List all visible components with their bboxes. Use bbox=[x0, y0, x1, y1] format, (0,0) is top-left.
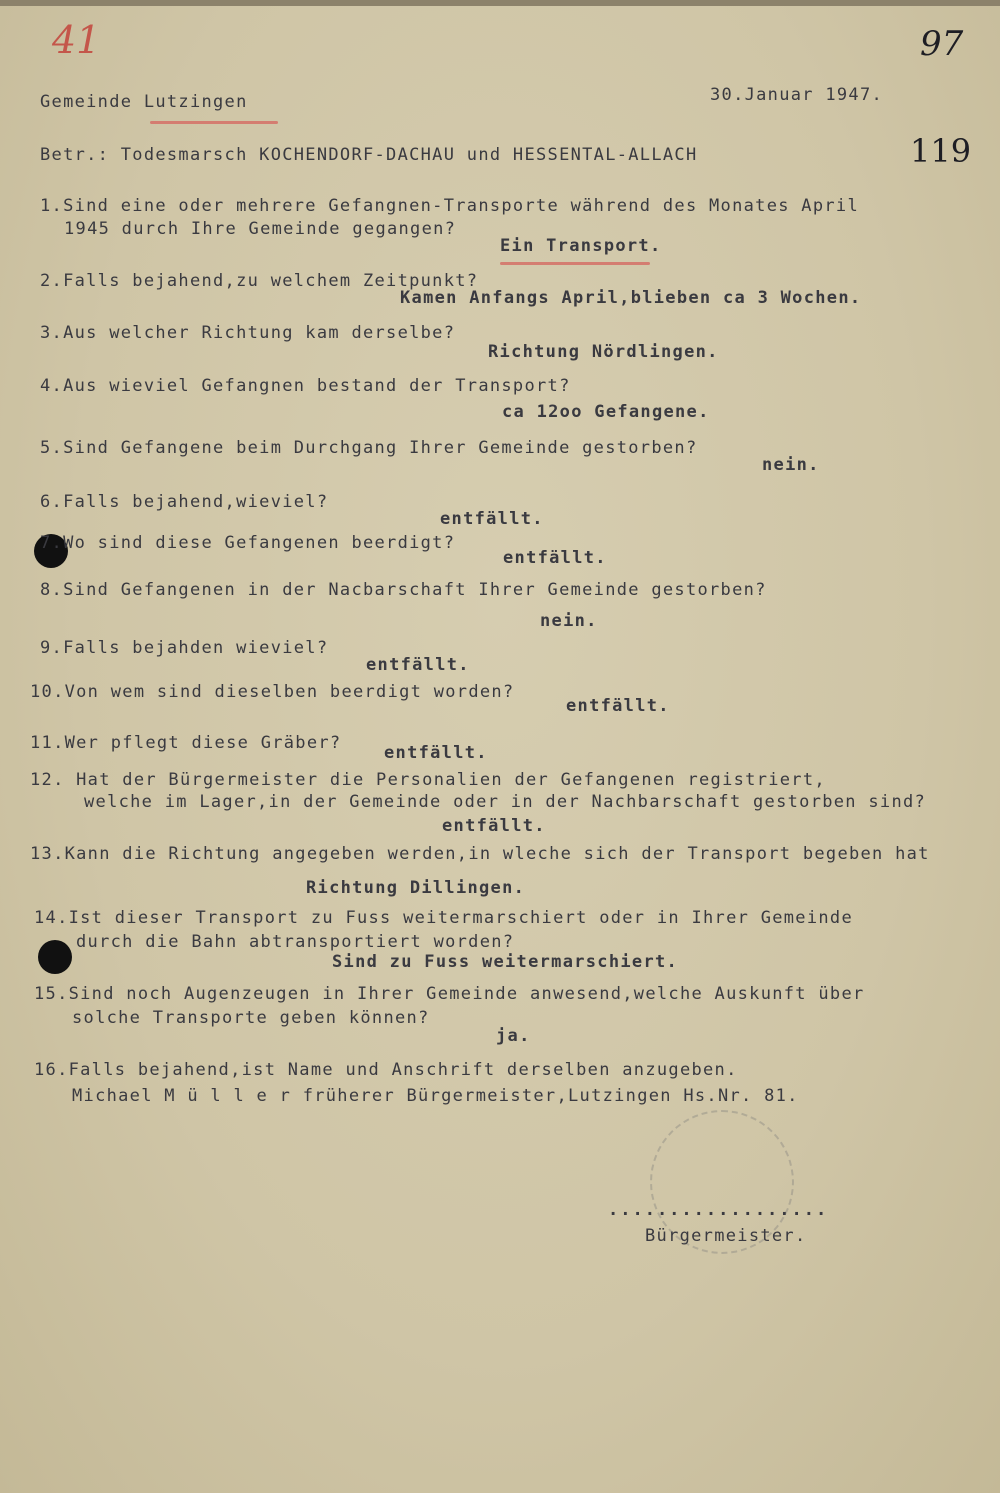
red-archive-number: 41 bbox=[52, 18, 101, 62]
question-3: 3.Aus welcher Richtung kam derselbe? bbox=[40, 323, 456, 343]
answer-3: Richtung Nördlingen. bbox=[488, 342, 719, 362]
question-15-cont: solche Transporte geben können? bbox=[72, 1008, 430, 1028]
question-13: 13.Kann die Richtung angegeben werden,in wleche sich der Transport begeben hat bbox=[30, 844, 930, 864]
question-4: 4.Aus wieviel Gefangnen bestand der Transport? bbox=[40, 376, 571, 396]
answer-4: ca 12oo Gefangene. bbox=[502, 402, 710, 422]
answer-15: ja. bbox=[496, 1026, 531, 1046]
subject-line: Betr.: Todesmarsch KOCHENDORF-DACHAU und HESSENTAL-ALLACH bbox=[40, 145, 698, 165]
signature-dots: .................. bbox=[608, 1200, 829, 1220]
answer-9: entfällt. bbox=[366, 655, 470, 675]
answer-14: Sind zu Fuss weitermarschiert. bbox=[332, 952, 679, 972]
question-5: 5.Sind Gefangene beim Durchgang Ihrer Gemeinde gestorben? bbox=[40, 438, 698, 458]
question-1: 1.Sind eine oder mehrere Gefangnen-Transporte während des Monates April bbox=[40, 196, 859, 216]
answer-6: entfällt. bbox=[440, 509, 544, 529]
question-14: 14.Ist dieser Transport zu Fuss weitermarschiert oder in Ihrer Gemeinde bbox=[34, 908, 853, 928]
question-9: 9.Falls bejahden wieviel? bbox=[40, 638, 329, 658]
letter-date: 30.Januar 1947. bbox=[710, 85, 884, 105]
answer-1: Ein Transport. bbox=[500, 236, 662, 256]
red-underline-answer bbox=[500, 262, 650, 265]
answer-12: entfällt. bbox=[442, 816, 546, 836]
answer-10: entfällt. bbox=[566, 696, 670, 716]
answer-7: entfällt. bbox=[503, 548, 607, 568]
question-10: 10.Von wem sind dieselben beerdigt worden? bbox=[30, 682, 515, 702]
signature-title: Bürgermeister. bbox=[645, 1226, 807, 1246]
answer-13: Richtung Dillingen. bbox=[306, 878, 526, 898]
stamped-number: 119 bbox=[910, 132, 972, 170]
question-7: 7.Wo sind diese Gefangenen beerdigt? bbox=[40, 533, 456, 553]
question-14-cont: durch die Bahn abtransportiert worden? bbox=[76, 932, 515, 952]
question-12: 12. Hat der Bürgermeister die Personalien der Gefangenen registriert, bbox=[30, 770, 826, 790]
question-6: 6.Falls bejahend,wieviel? bbox=[40, 492, 329, 512]
answer-2: Kamen Anfangs April,blieben ca 3 Wochen. bbox=[400, 288, 862, 308]
answer-16-witness: Michael M ü l l e r früherer Bürgermeister,Lutzingen Hs.Nr. 81. bbox=[72, 1086, 799, 1106]
municipality-header: Gemeinde Lutzingen bbox=[40, 92, 248, 112]
question-15: 15.Sind noch Augenzeugen in Ihrer Gemeinde anwesend,welche Auskunft über bbox=[34, 984, 865, 1004]
red-underline bbox=[150, 121, 278, 124]
page-number-handwritten: 97 bbox=[920, 24, 964, 64]
question-1-cont: 1945 durch Ihre Gemeinde gegangen? bbox=[64, 219, 457, 239]
question-11: 11.Wer pflegt diese Gräber? bbox=[30, 733, 342, 753]
answer-5: nein. bbox=[762, 455, 820, 475]
question-2: 2.Falls bejahend,zu welchem Zeitpunkt? bbox=[40, 271, 479, 291]
question-12-cont: welche im Lager,in der Gemeinde oder in der Nachbarschaft gestorben sind? bbox=[84, 792, 927, 812]
punch-hole bbox=[38, 940, 72, 974]
answer-11: entfällt. bbox=[384, 743, 488, 763]
answer-8: nein. bbox=[540, 611, 598, 631]
question-16: 16.Falls bejahend,ist Name und Anschrift derselben anzugeben. bbox=[34, 1060, 738, 1080]
question-8: 8.Sind Gefangenen in der Nacbarschaft Ihrer Gemeinde gestorben? bbox=[40, 580, 767, 600]
top-edge bbox=[0, 0, 1000, 6]
